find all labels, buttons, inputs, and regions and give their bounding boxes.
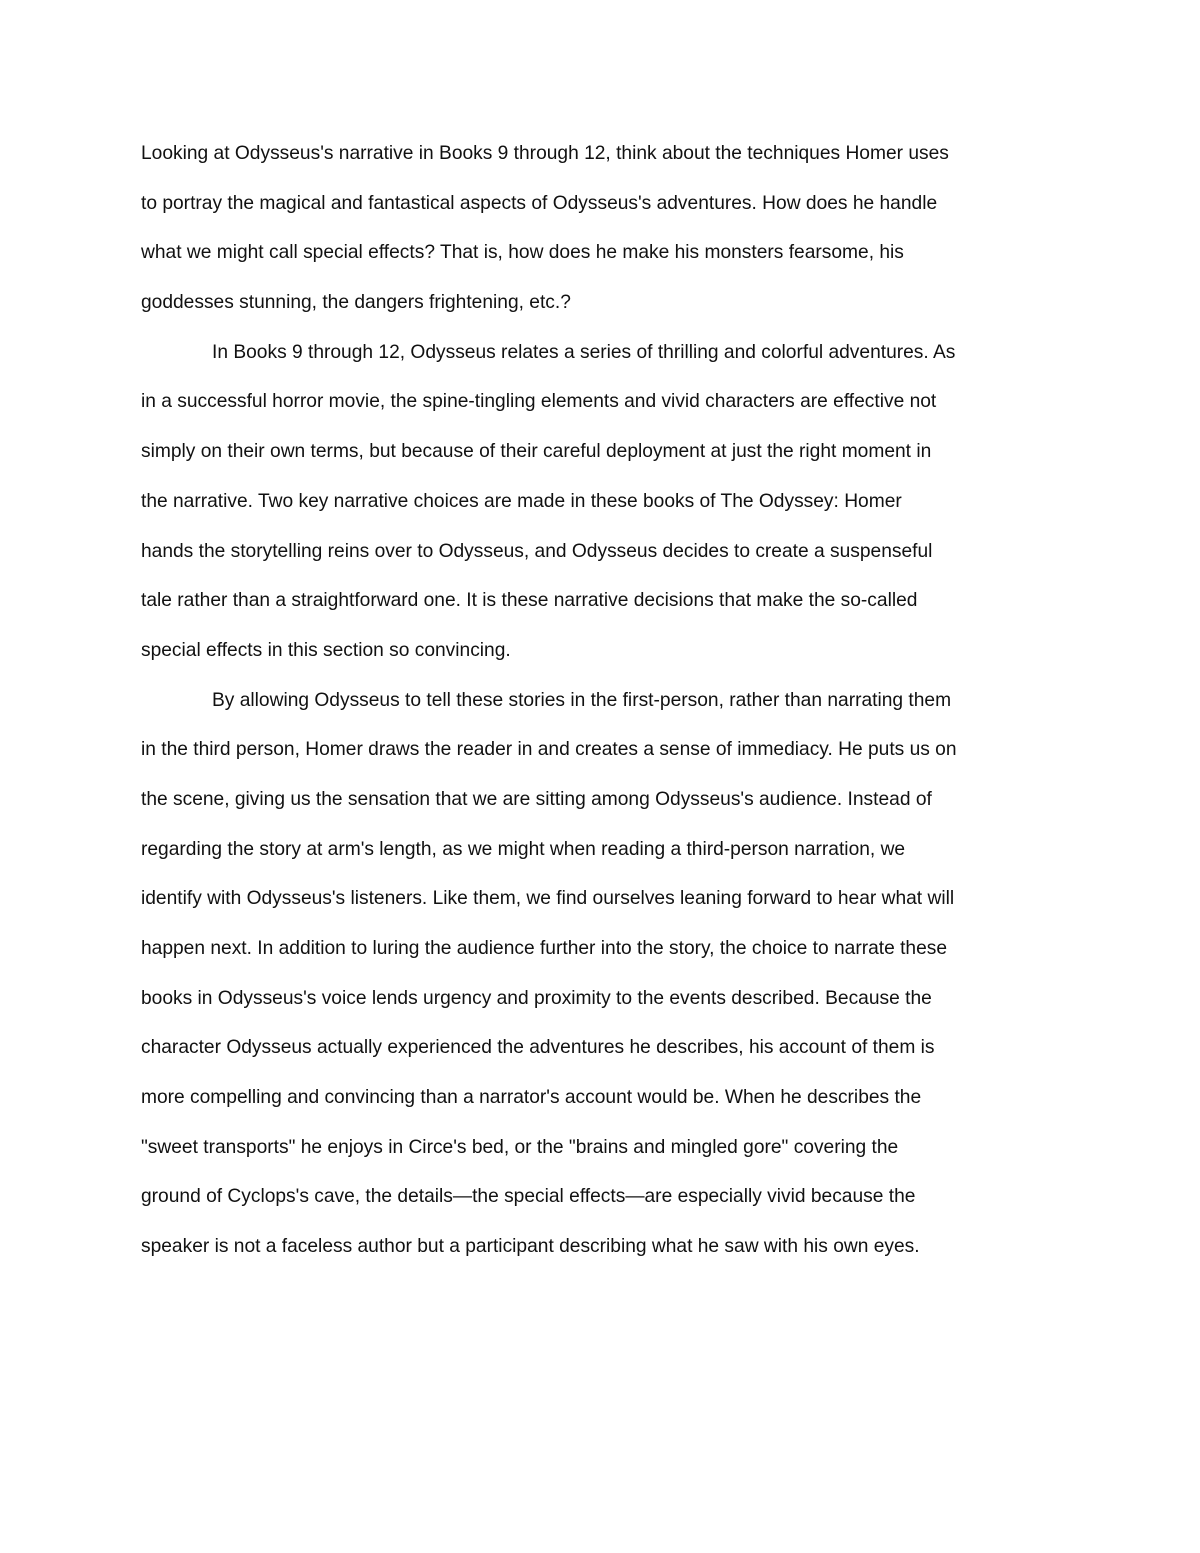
paragraph-introduction xyxy=(141,328,1071,676)
text-line: in the third person, Homer draws the reader in and creates a sense of immediacy. He puts us on xyxy=(141,739,957,761)
text-line: more compelling and convincing than a narrator's account would be. When he describes the xyxy=(141,1087,922,1109)
text-line: character Odysseus actually experienced the adventures he describes, his account of them is xyxy=(141,1037,935,1059)
text-line: identify with Odysseus's listeners. Like them, we find ourselves leaning forward to hear what will xyxy=(141,888,955,910)
paragraph-prompt xyxy=(141,129,1071,328)
text-line: in a successful horror movie, the spine-tingling elements and vivid characters are effective not xyxy=(141,391,937,413)
text-line: the scene, giving us the sensation that we are sitting among Odysseus's audience. Instead of xyxy=(141,788,932,810)
text-line: ground of Cyclops's cave, the details—the special effects—are especially vivid because the xyxy=(141,1186,916,1208)
text-line: "sweet transports" he enjoys in Circe's bed, or the "brains and mingled gore" covering the xyxy=(141,1136,899,1158)
document-body xyxy=(141,129,1071,1272)
text-line: Looking at Odysseus's narrative in Books 9 through 12, think about the techniques Homer uses xyxy=(141,143,949,164)
text-line: books in Odysseus's voice lends urgency and proximity to the events described. Because the xyxy=(141,987,932,1009)
text-line: By allowing Odysseus to tell these stories in the first-person, rather than narrating them xyxy=(212,689,952,711)
text-line: happen next. In addition to luring the audience further into the story, the choice to narrate these xyxy=(141,938,948,959)
text-line: speaker is not a faceless author but a participant describing what he saw with his own eyes. xyxy=(141,1236,920,1258)
text-line: the narrative. Two key narrative choices are made in these books of The Odyssey: Homer xyxy=(141,490,902,512)
text-line: hands the storytelling reins over to Odysseus, and Odysseus decides to create a suspenseful xyxy=(141,540,933,562)
text-line: simply on their own terms, but because of their careful deployment at just the right moment in xyxy=(141,441,932,463)
paragraph-body xyxy=(141,676,1071,1272)
text-line: tale rather than a straightforward one. It is these narrative decisions that make the so-called xyxy=(141,590,918,612)
text-line: to portray the magical and fantastical aspects of Odysseus's adventures. How does he handle xyxy=(141,192,938,214)
text-line: what we might call special effects? That is, how does he make his monsters fearsome, his xyxy=(141,242,904,264)
text-line: goddesses stunning, the dangers frightening, etc.? xyxy=(141,292,571,314)
text-line: special effects in this section so convincing. xyxy=(141,639,511,661)
text-line: In Books 9 through 12, Odysseus relates a series of thrilling and colorful adventures. As xyxy=(212,341,956,363)
text-line: regarding the story at arm's length, as we might when reading a third-person narration, we xyxy=(141,838,906,860)
